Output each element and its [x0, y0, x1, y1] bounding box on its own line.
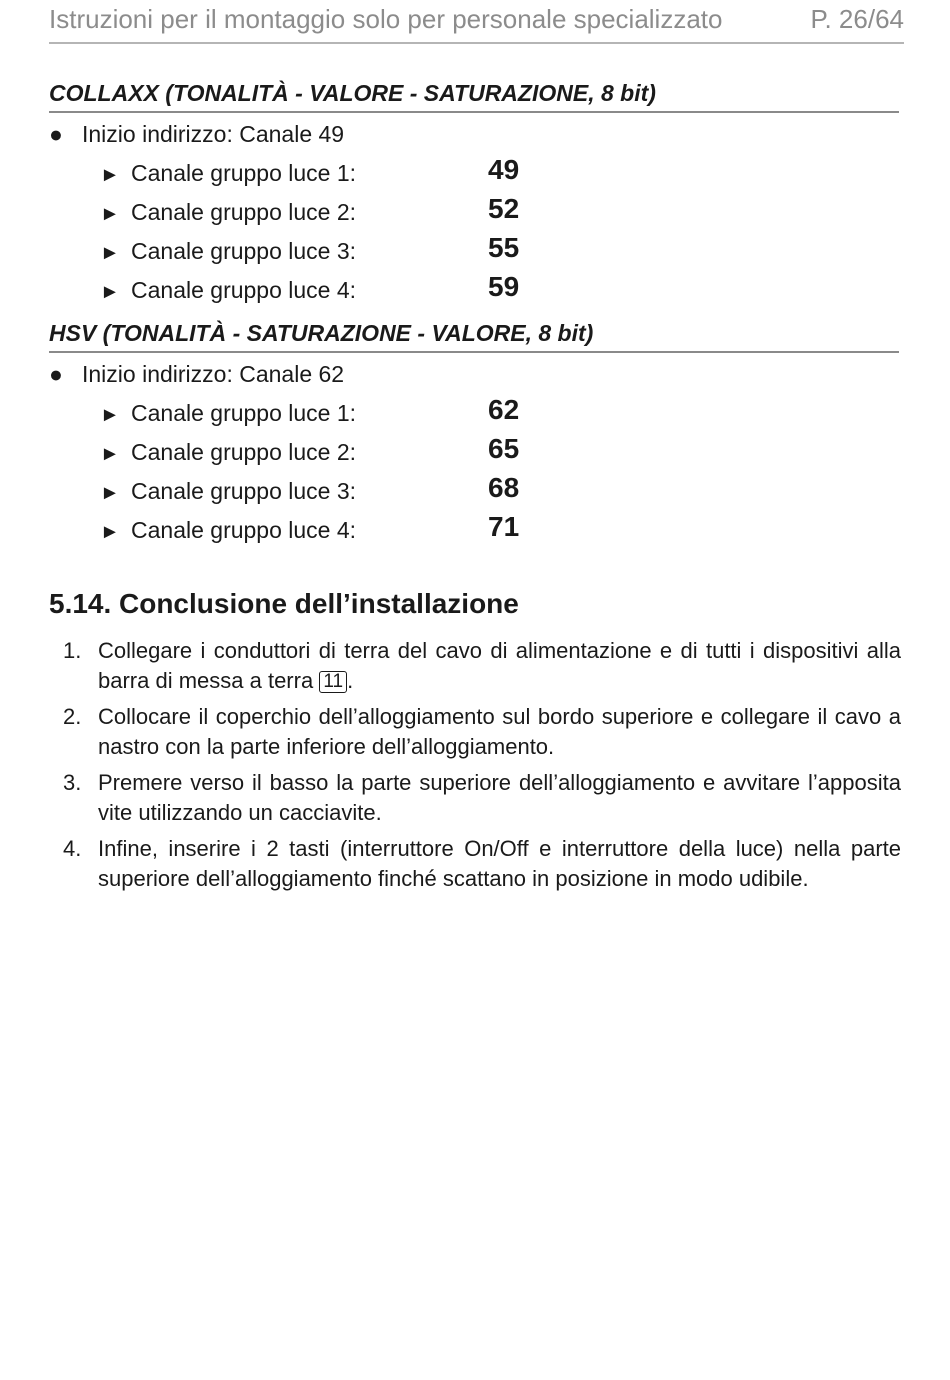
- channel-label: Canale gruppo luce 4:: [131, 277, 357, 303]
- bullet-start-address-collaxx: [49, 121, 344, 148]
- arrow-right-icon: ►: [100, 164, 120, 186]
- chapter-title: Conclusione dell’installazione: [119, 588, 519, 619]
- step-text: Collocare il coperchio dell’alloggiamento sul bordo superiore e collegare il cavo a nastro con la parte inferiore dell’alloggiamento.: [98, 704, 901, 759]
- arrow-right-icon: ►: [100, 482, 120, 504]
- installation-steps-list: [49, 636, 901, 900]
- channel-value: 49: [488, 154, 520, 185]
- bullet-text: Inizio indirizzo: Canale 49: [82, 121, 345, 147]
- channel-label: Canale gruppo luce 2:: [131, 199, 357, 225]
- channel-row: [100, 193, 540, 229]
- channel-label: Canale gruppo luce 1:: [131, 160, 357, 186]
- channel-label: Canale gruppo luce 2:: [131, 439, 357, 465]
- channel-row: [100, 511, 540, 547]
- list-item: [49, 768, 901, 827]
- step-number: 4.: [63, 836, 82, 861]
- channel-row: [100, 271, 540, 307]
- step-text-end: .: [347, 667, 354, 693]
- bullet-start-address-hsv: [49, 361, 344, 388]
- channel-row: [100, 472, 540, 508]
- bullet-text: Inizio indirizzo: Canale 62: [82, 361, 345, 387]
- bullet-dot-icon: ●: [49, 361, 63, 387]
- page-number: P. 26/64: [810, 4, 904, 34]
- channel-label: Canale gruppo luce 4:: [131, 517, 357, 543]
- list-item: [49, 834, 901, 893]
- arrow-right-icon: ►: [100, 443, 120, 465]
- section-heading-hsv: HSV (TONALITÀ - SATURAZIONE - VALORE, 8 bit): [49, 320, 899, 353]
- channel-row: [100, 154, 540, 190]
- arrow-right-icon: ►: [100, 242, 120, 264]
- step-text: Premere verso il basso la parte superiore dell’alloggiamento e avvitare l’apposita vite utilizzando un cacciavite.: [98, 770, 901, 825]
- arrow-right-icon: ►: [100, 521, 120, 543]
- list-item: [49, 702, 901, 761]
- header-divider: [49, 42, 904, 44]
- section-heading-collaxx: COLLAXX (TONALITÀ - VALORE - SATURAZIONE, 8 bit): [49, 80, 899, 113]
- arrow-right-icon: ►: [100, 404, 120, 426]
- channel-row: [100, 232, 540, 268]
- chapter-number: 5.14.: [49, 588, 112, 619]
- channel-row: [100, 394, 540, 430]
- step-text: Infine, inserire i 2 tasti (interruttore On/Off e interruttore della luce) nella parte superiore dell’alloggiamento finché scattano in posizione in modo udibile.: [98, 836, 901, 891]
- chapter-heading: [49, 588, 519, 620]
- header-title: Istruzioni per il montaggio solo per personale specializzato: [49, 4, 723, 34]
- step-text: Collegare i conduttori di terra del cavo di alimentazione e di tutti i dispositivi alla barra di messa a terra: [98, 638, 901, 693]
- channel-value: 71: [488, 511, 520, 542]
- step-number: 2.: [63, 704, 82, 729]
- channel-value: 65: [488, 433, 520, 464]
- arrow-right-icon: ►: [100, 203, 120, 225]
- channel-value: 68: [488, 472, 520, 503]
- step-number: 1.: [63, 638, 82, 663]
- channel-value: 52: [488, 193, 520, 224]
- channel-value: 59: [488, 271, 520, 302]
- step-number: 3.: [63, 770, 82, 795]
- channel-label: Canale gruppo luce 3:: [131, 238, 357, 264]
- bullet-dot-icon: ●: [49, 121, 63, 147]
- channel-label: Canale gruppo luce 1:: [131, 400, 357, 426]
- reference-number-box: 11: [319, 671, 347, 693]
- channel-value: 62: [488, 394, 520, 425]
- channel-value: 55: [488, 232, 520, 263]
- channel-label: Canale gruppo luce 3:: [131, 478, 357, 504]
- page-header: [49, 4, 904, 42]
- arrow-right-icon: ►: [100, 281, 120, 303]
- list-item: [49, 636, 901, 695]
- channel-row: [100, 433, 540, 469]
